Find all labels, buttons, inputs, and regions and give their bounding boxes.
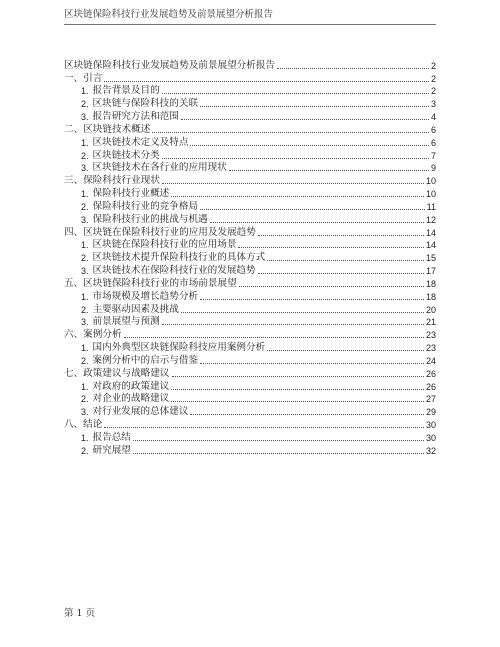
toc-entry-title: 对政府的政策建议: [92, 380, 170, 392]
toc-entry-page-number: 3: [430, 99, 436, 110]
toc-entry-number: 2.: [81, 304, 89, 315]
toc-entry-page-number: 9: [430, 163, 436, 174]
toc-entry-page-number: 29: [425, 407, 436, 418]
toc-entry-title: 区块链技术提升保险科技行业的具体方式: [92, 252, 266, 264]
toc-dot-leader: [239, 286, 424, 287]
toc-entry-page-number: 6: [430, 124, 436, 135]
toc-entry-title: 六、案例分析: [64, 329, 122, 341]
toc-dot-leader: [171, 389, 424, 390]
toc-entry-title: 前景展望与预测: [92, 316, 160, 328]
toc-dot-leader: [258, 235, 424, 236]
toc-entry-number: 3.: [81, 266, 89, 277]
toc-entry-page-number: 32: [425, 445, 436, 456]
toc-dot-leader: [172, 376, 424, 377]
toc-entry-number: 1.: [81, 343, 89, 354]
toc-dot-leader: [229, 170, 429, 171]
toc-entry-title: 研究展望: [92, 444, 131, 456]
toc-entry-title: 主要驱动因素及挑战: [92, 303, 179, 315]
toc-entry[interactable]: [64, 72, 436, 85]
toc-entry-title: 二、区块链技术概述: [64, 123, 151, 135]
toc-entry-number: 1.: [81, 240, 89, 251]
toc-entry-title: 案例分析中的启示与借鉴: [92, 354, 199, 366]
toc-entry-title: 市场规模及增长趋势分析: [92, 290, 199, 302]
toc-entry-title: 三、保险科技行业现状: [64, 175, 160, 187]
toc-entry[interactable]: [64, 393, 436, 406]
toc-entry[interactable]: [64, 444, 436, 457]
toc-entry[interactable]: [64, 123, 436, 136]
toc-dot-leader: [258, 273, 424, 274]
toc-entry[interactable]: [64, 418, 436, 431]
toc-entry-page-number: 10: [425, 176, 436, 187]
page-footer: 第 1 页: [64, 608, 96, 619]
toc-entry[interactable]: [64, 431, 436, 444]
toc-entry-number: 1.: [81, 381, 89, 392]
toc-entry-page-number: 30: [425, 420, 436, 431]
toc-entry-title: 区块链技术分类: [92, 149, 160, 161]
toc-entry-number: 2.: [81, 150, 89, 161]
toc-dot-leader: [162, 158, 429, 159]
toc-entry-page-number: 2: [430, 86, 436, 97]
toc-entry-title: 七、政策建议与战略建议: [64, 367, 170, 379]
toc-entry-title: 四、区块链在保险科技行业的应用及发展趋势: [64, 226, 256, 238]
toc-entry[interactable]: [64, 251, 436, 264]
toc-entry-page-number: 26: [425, 381, 436, 392]
toc-entry-title: 八、结论: [64, 419, 103, 431]
toc-entry-title: 报告研究方法和范围: [92, 111, 179, 123]
toc-entry-title: 五、区块链保险科技行业的市场前景展望: [64, 277, 237, 289]
toc-entry-page-number: 27: [425, 394, 436, 405]
toc-entry-title: 保险科技行业概述: [92, 188, 170, 200]
toc-entry[interactable]: [64, 162, 436, 175]
toc-dot-leader: [162, 183, 424, 184]
toc-entry-title: 保险科技行业的竞争格局: [92, 200, 199, 212]
toc-entry[interactable]: [64, 316, 436, 329]
toc-dot-leader: [210, 222, 424, 223]
toc-dot-leader: [181, 119, 429, 120]
toc-entry-page-number: 18: [425, 291, 436, 302]
table-of-contents: [64, 59, 436, 457]
toc-entry-page-number: 11: [426, 201, 436, 212]
toc-entry[interactable]: [64, 110, 436, 123]
toc-entry-number: 3.: [81, 407, 89, 418]
toc-dot-leader: [171, 401, 424, 402]
toc-entry[interactable]: [64, 290, 436, 303]
toc-entry-page-number: 15: [425, 253, 436, 264]
toc-entry[interactable]: [64, 213, 436, 226]
toc-dot-leader: [200, 106, 429, 107]
toc-dot-leader: [267, 350, 424, 351]
toc-dot-leader: [162, 93, 429, 94]
toc-entry-number: 2.: [81, 445, 89, 456]
toc-entry[interactable]: [64, 85, 436, 98]
toc-entry[interactable]: [64, 405, 436, 418]
toc-entry[interactable]: [64, 354, 436, 367]
toc-entry-title: 区块链技术在各行业的应用现状: [92, 162, 227, 174]
toc-dot-leader: [171, 196, 424, 197]
page-header: 区块链保险科技行业发展趋势及前景展望分析报告: [64, 6, 436, 25]
toc-entry-title: 对企业的战略建议: [92, 393, 170, 405]
toc-entry[interactable]: [64, 136, 436, 149]
toc-entry[interactable]: [64, 226, 436, 239]
toc-entry-number: 3.: [81, 112, 89, 123]
toc-dot-leader: [152, 132, 429, 133]
toc-entry-number: 1.: [81, 189, 89, 200]
toc-dot-leader: [267, 260, 424, 261]
toc-entry[interactable]: [64, 367, 436, 380]
toc-entry-number: 2.: [81, 201, 89, 212]
toc-entry-title: 区块链与保险科技的关联: [92, 98, 199, 110]
toc-dot-leader: [104, 427, 424, 428]
toc-dot-leader: [104, 81, 429, 82]
toc-entry-title: 区块链保险科技行业发展趋势及前景展望分析报告: [64, 59, 276, 71]
toc-entry-page-number: 6: [430, 137, 436, 148]
toc-entry-number: 3.: [81, 163, 89, 174]
toc-entry[interactable]: [64, 303, 436, 316]
toc-entry[interactable]: [64, 97, 436, 110]
toc-entry-page-number: 2: [430, 60, 436, 71]
toc-dot-leader: [238, 247, 424, 248]
toc-entry-number: 1.: [81, 86, 89, 97]
toc-entry-title: 区块链技术定义及特点: [92, 136, 189, 148]
toc-entry[interactable]: [64, 341, 436, 354]
toc-dot-leader: [190, 145, 429, 146]
toc-entry[interactable]: [64, 149, 436, 162]
toc-entry-page-number: 30: [425, 432, 436, 443]
toc-entry-title: 对行业发展的总体建议: [92, 406, 189, 418]
toc-entry-number: 3.: [81, 214, 89, 225]
toc-entry[interactable]: [64, 200, 436, 213]
toc-entry[interactable]: [64, 59, 436, 72]
toc-entry-page-number: 20: [425, 304, 436, 315]
toc-entry-title: 报告总结: [92, 431, 131, 443]
toc-entry-page-number: 17: [425, 266, 436, 277]
toc-dot-leader: [181, 312, 424, 313]
toc-entry-page-number: 14: [425, 227, 436, 238]
toc-entry-page-number: 18: [425, 278, 436, 289]
toc-dot-leader: [190, 414, 424, 415]
toc-entry-page-number: 21: [425, 317, 436, 328]
toc-entry[interactable]: [64, 187, 436, 200]
toc-dot-leader: [200, 299, 424, 300]
toc-dot-leader: [124, 337, 424, 338]
toc-entry-page-number: 7: [430, 150, 436, 161]
toc-entry-page-number: 26: [425, 368, 436, 379]
toc-dot-leader: [200, 363, 424, 364]
toc-entry-page-number: 24: [425, 355, 436, 366]
toc-entry-title: 区块链技术在保险科技行业的发展趋势: [92, 265, 256, 277]
toc-entry-page-number: 23: [425, 343, 436, 354]
toc-entry-number: 2.: [81, 99, 89, 110]
toc-entry-number: 2.: [81, 253, 89, 264]
toc-entry-number: 2.: [81, 394, 89, 405]
toc-entry-number: 3.: [81, 317, 89, 328]
toc-entry-title: 保险科技行业的挑战与机遇: [92, 213, 208, 225]
toc-entry[interactable]: [64, 277, 436, 290]
toc-dot-leader: [277, 68, 429, 69]
toc-entry[interactable]: [64, 380, 436, 393]
toc-entry-page-number: 12: [425, 214, 436, 225]
toc-entry-page-number: 10: [425, 189, 436, 200]
toc-dot-leader: [133, 453, 424, 454]
toc-entry-page-number: 4: [430, 112, 436, 123]
toc-entry[interactable]: [64, 174, 436, 187]
toc-entry-page-number: 2: [430, 73, 436, 84]
toc-entry-title: 区块链在保险科技行业的应用场景: [92, 239, 237, 251]
toc-entry[interactable]: [64, 328, 436, 341]
toc-entry-title: 报告背景及目的: [92, 85, 160, 97]
toc-entry-number: 1.: [81, 432, 89, 443]
toc-entry-number: 1.: [81, 137, 89, 148]
toc-entry[interactable]: [64, 264, 436, 277]
toc-entry-title: 一、引言: [64, 72, 103, 84]
toc-dot-leader: [133, 440, 424, 441]
toc-entry[interactable]: [64, 239, 436, 252]
toc-dot-leader: [200, 209, 425, 210]
toc-dot-leader: [162, 324, 424, 325]
toc-entry-title: 国内外典型区块链保险科技应用案例分析: [92, 342, 266, 354]
toc-entry-page-number: 23: [425, 330, 436, 341]
toc-entry-page-number: 14: [425, 240, 436, 251]
toc-entry-number: 2.: [81, 355, 89, 366]
toc-entry-number: 1.: [81, 291, 89, 302]
